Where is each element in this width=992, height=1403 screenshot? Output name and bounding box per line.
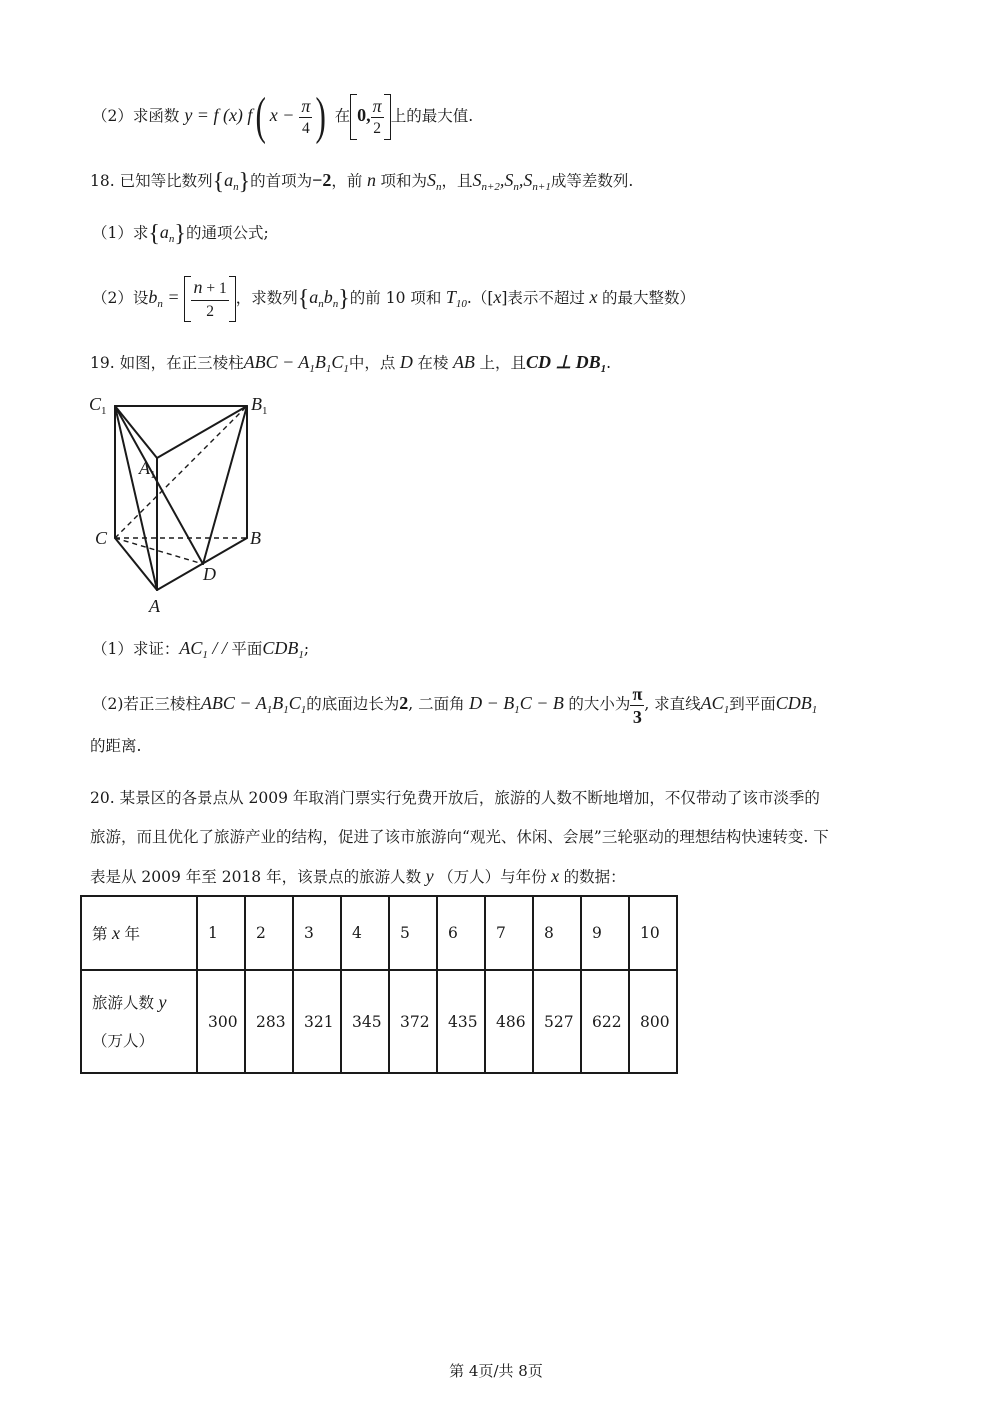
- visitor-cell: 486: [485, 970, 533, 1073]
- q18-part1-a: （1）求: [92, 224, 149, 242]
- pi-over-2-fraction: $\frac{\pi}{2}$: [372, 95, 382, 137]
- row-label-visitors: 旅游人数 y （万人）: [81, 970, 197, 1073]
- visitor-data-table: [80, 895, 678, 1074]
- b-n-def: $b_n$ =: [148, 287, 180, 310]
- year-cell: 6: [437, 896, 485, 970]
- year-cell: 10: [629, 896, 677, 970]
- q18-part1-b: 的通项公式;: [185, 224, 269, 242]
- visitor-cell: 345: [341, 970, 389, 1073]
- q20-line2: 旅游，而且优化了旅游产业的结构，促进了该市旅游向“观光、休闲、会展”三轮驱动的理想结构快速转变. 下: [90, 828, 829, 846]
- floor-right: [229, 276, 236, 322]
- visitor-cell: 372: [389, 970, 437, 1073]
- q19-part2: （2)若正三棱柱ABC − $A_1B_1C_1$的底面边长为2, 二面角 $D - B_1C - B$ 的大小为 $\frac{\pi}{3}$ , 求直线$AC_1$到平面$CDB_1$: [92, 683, 818, 727]
- year-cell: 5: [389, 896, 437, 970]
- q18-intro: 18. 已知等比数列$\{a_n\}$的首项为−2，前 n 项和为$S_n$，且$S_{n+2},S_n,S_{n+1}$成等差数列.: [90, 169, 634, 195]
- q19-part1-b: 平面: [231, 640, 263, 658]
- q20-line3a: 表是从 2009 年至 2018 年，该景点的旅游人数: [90, 868, 422, 886]
- year-cell: 3: [293, 896, 341, 970]
- label-A: A: [149, 596, 160, 616]
- q19-part2-d: 的大小为: [568, 695, 631, 713]
- floor-left: [184, 276, 191, 322]
- a-n: $a_n$: [224, 170, 239, 193]
- q19-part2-g: 的距离.: [90, 737, 142, 755]
- q18-part1: （1）求$\{a_n\}$的通项公式;: [92, 221, 269, 247]
- visitor-cell: 435: [437, 970, 485, 1073]
- edge-C1A: [115, 406, 157, 590]
- q19-part2-b: 的底面边长为: [306, 695, 400, 713]
- label-C1: $C_1$: [89, 394, 107, 417]
- year-cell: 1: [197, 896, 245, 970]
- right-bracket: [384, 94, 391, 140]
- q19-intro-a: 19. 如图，在正三棱柱: [90, 354, 244, 372]
- S-sequence: $S_{n+2},S_n,S_{n+1}$: [472, 170, 551, 193]
- visitor-cell: 321: [293, 970, 341, 1073]
- page-footer: 第 4页/共 8页: [449, 1362, 543, 1380]
- zero: 0,: [357, 105, 371, 125]
- pi-over-3-fraction: $\frac{\pi}{3}$: [632, 683, 643, 727]
- label-A1: $A_1$: [139, 458, 156, 481]
- q20-line3c: 的数据：: [563, 868, 626, 886]
- dashed-CB1: [115, 406, 247, 538]
- q17-arg: x −: [269, 105, 295, 125]
- q18-intro-c: ，前: [331, 172, 363, 190]
- q18-intro-e: ，且: [441, 172, 473, 190]
- left-paren: (: [255, 88, 267, 145]
- q19-intro-b: 中，点: [348, 354, 396, 372]
- q18-part2-b: ，求数列: [235, 289, 298, 307]
- q19-intro-c: 在棱: [417, 354, 449, 372]
- q20-line3b: （万人）与年份: [438, 868, 547, 886]
- right-paren: ): [315, 88, 327, 145]
- edge-A1B1: [157, 406, 247, 458]
- edge-C1D: [115, 406, 203, 564]
- q19-part2-c: , 二面角: [408, 695, 465, 713]
- q18-part2-a: （2）设: [92, 289, 149, 307]
- visitor-cell: 300: [197, 970, 245, 1073]
- label-D: D: [203, 564, 216, 584]
- q19-part2-tail: [90, 734, 141, 758]
- perp-condition: CD ⊥ $DB_1$: [525, 352, 607, 375]
- q17-part2-pre: （2）求函数: [92, 107, 180, 125]
- table-row-year: [81, 896, 677, 970]
- year-cell: 9: [581, 896, 629, 970]
- q17-part2-post: 上的最大值.: [390, 107, 474, 125]
- q18-part2-c: 的前 10 项和: [349, 289, 442, 307]
- visitor-cell: 527: [533, 970, 581, 1073]
- q19-part2-a: （2)若正三棱柱: [92, 695, 201, 713]
- first-term: −2: [312, 170, 332, 190]
- prism-figure: [85, 392, 285, 622]
- dihedral-angle: $D - B_1C - B$: [464, 693, 569, 716]
- T-10: $T_{10}$: [441, 287, 467, 310]
- q17-part2: [92, 88, 474, 145]
- q18-intro-b: 的首项为: [250, 172, 313, 190]
- prism-name: ABC − $A_1B_1C_1$: [243, 352, 349, 375]
- q18-part2-d: .（[: [466, 289, 494, 307]
- table-row-visitors: [81, 970, 677, 1073]
- q18-part2-f: 的最大整数）: [601, 289, 695, 307]
- AC1-parallel: $AC_1$ / /: [179, 638, 232, 661]
- edge-B1D: [203, 406, 247, 564]
- q19-part1: （1）求证：$AC_1$ / / 平面$CDB_1$;: [92, 638, 310, 661]
- q19-part2-e: , 求直线: [644, 695, 701, 713]
- n-var: n: [362, 170, 381, 190]
- side-length: 2: [399, 693, 409, 713]
- q17-part2-in: 在: [334, 107, 351, 125]
- S-n: $S_n$: [426, 170, 442, 193]
- q18-part2-e: ]表示不超过: [501, 289, 585, 307]
- q19-part2-f: 到平面: [729, 695, 776, 713]
- q18-part2: （2）设$b_n$ = $\frac{n + 1}{2}$ ，求数列$\{a_nb_n\}$的前 10 项和 $T_{10}.([x]$表示不超过 x 的最大整数）: [92, 272, 695, 322]
- q19-intro-d: 上，且: [479, 354, 526, 372]
- label-C: C: [95, 528, 108, 548]
- q20-line1: 20. 某景区的各景点从 2009 年取消门票实行免费开放后，旅游的人数不断地增加，不仅带动了该市淡季的: [90, 789, 820, 807]
- label-B: B: [250, 528, 261, 548]
- n-plus-1-over-2: $\frac{n + 1}{2}$: [193, 276, 227, 320]
- q18-intro-f: 成等差数列.: [550, 172, 634, 190]
- pi-over-4-fraction: $\frac{\pi}{4}$: [301, 95, 311, 137]
- year-cell: 7: [485, 896, 533, 970]
- year-cell: 4: [341, 896, 389, 970]
- row-label-year: 第 x 年: [81, 896, 197, 970]
- q19-part1-a: （1）求证：: [92, 640, 180, 658]
- q19-intro: 19. 如图，在正三棱柱ABC − $A_1B_1C_1$中，点 D 在棱 AB 上，且CD ⊥ $DB_1$.: [90, 352, 612, 375]
- year-cell: 2: [245, 896, 293, 970]
- q19-intro-e: .: [606, 354, 612, 372]
- q18-intro-a: 18. 已知等比数列: [90, 172, 213, 190]
- visitor-cell: 800: [629, 970, 677, 1073]
- q20-line3: 表是从 2009 年至 2018 年，该景点的旅游人数 y （万人）与年份 x 的数据：: [90, 866, 626, 886]
- label-B1: $B_1$: [251, 394, 268, 417]
- visitor-cell: 622: [581, 970, 629, 1073]
- visitor-cell: 283: [245, 970, 293, 1073]
- year-cell: 8: [533, 896, 581, 970]
- q17-function-expr: y = f (x) f: [184, 105, 253, 125]
- q19-part1-c: ;: [303, 640, 310, 658]
- q18-intro-d: 项和为: [380, 172, 427, 190]
